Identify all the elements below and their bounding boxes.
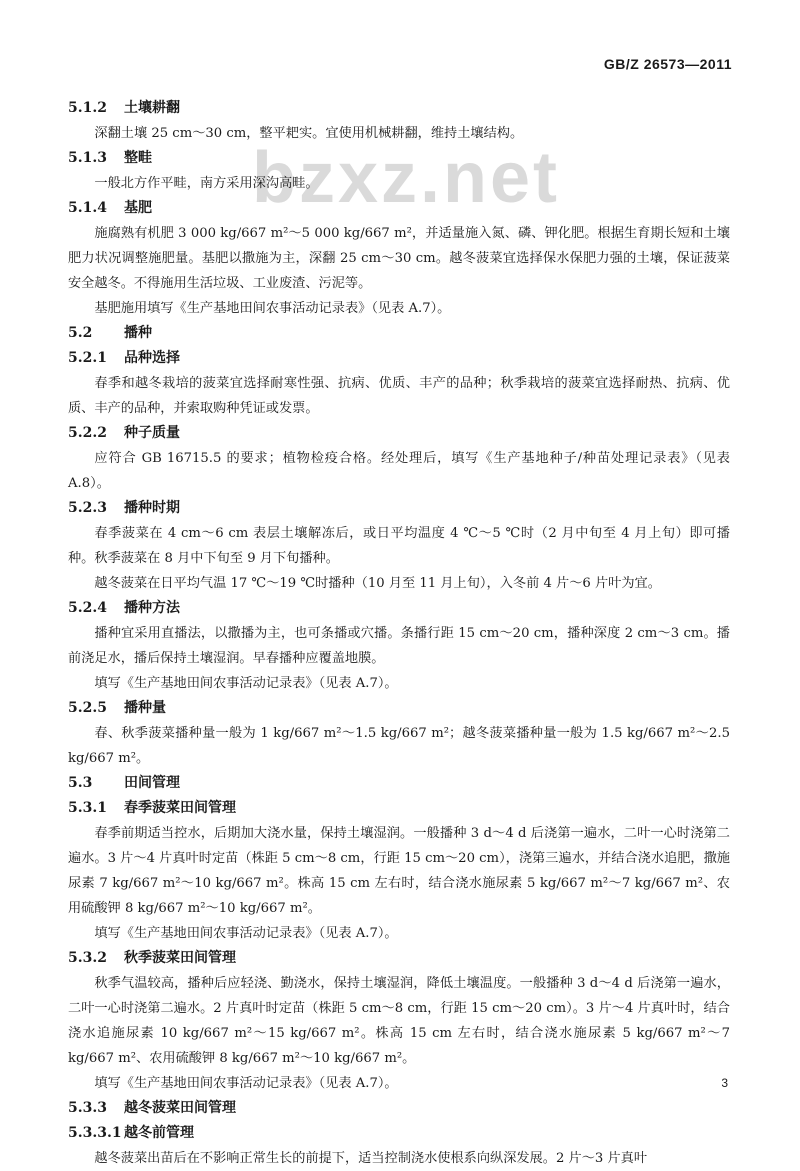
paragraph: 填写《生产基地田间农事活动记录表》（见表 A.7）。 [94,926,398,941]
paragraph: 春季前期适当控水，后期加大浇水量，保持土壤湿润。一般播种 3 d～4 d 后浇第一遍水，二叶一心时浇第二遍水。3 片～4 片真叶时定苗（株距 5 cm～8 cm，行距 15 cm～20 cm），浇第三遍水，并结合浇水追肥，撒施尿素 7 kg/667 m²～10 kg/667 m²。株高 15 cm 左右时，结合浇水施尿素 5 kg/667 m²～7 kg/667 m²、农用硫酸钾 8 kg/667 m²～10 kg/667 m²。 [68,826,730,916]
section-title: 田间管理 [124,775,180,791]
page-number: 3 [721,1076,728,1090]
paragraph: 填写《生产基地田间农事活动记录表》（见表 A.7）。 [94,676,398,691]
paragraph: 施腐熟有机肥 3 000 kg/667 m²～5 000 kg/667 m²，并适量施入氮、磷、钾化肥。根据生育期长短和土壤肥力状况调整施肥量。基肥以撒施为主，深翻 25 cm～30 cm。越冬菠菜宜选择保水保肥力强的土壤，保证菠菜安全越冬。不得施用生活垃圾、工业废渣、污泥等。 [68,226,730,291]
section-heading [68,346,730,371]
section-heading [68,146,730,171]
section-number: 5.1.2 [68,100,107,116]
paragraph: 深翻土壤 25 cm～30 cm，整平耙实。宜使用机械耕翻，维持土壤结构。 [94,126,524,141]
section-title: 秋季菠菜田间管理 [124,950,236,966]
section-title: 基肥 [124,200,152,216]
section-number: 5.1.4 [68,200,107,216]
section-title: 种子质量 [124,425,180,441]
watermark: bzxz.net [252,138,561,218]
section-title: 越冬菠菜田间管理 [124,1100,236,1116]
section-heading [68,771,730,796]
section-number: 5.3.1 [68,800,107,816]
section-number: 5.2.3 [68,500,107,516]
section-heading [68,696,730,721]
section-heading [68,796,730,821]
paragraph: 播种宜采用直播法，以撒播为主，也可条播或穴播。条播行距 15 cm～20 cm，播种深度 2 cm～3 cm。播前浇足水，播后保持土壤湿润。早春播种应覆盖地膜。 [68,626,730,666]
section-heading [68,946,730,971]
paragraph: 春季和越冬栽培的菠菜宜选择耐寒性强、抗病、优质、丰产的品种；秋季栽培的菠菜宜选择耐热、抗病、优质、丰产的品种，并索取购种凭证或发票。 [68,376,730,416]
paragraph: 越冬菠菜在日平均气温 17 ℃～19 ℃时播种（10 月至 11 月上旬），入冬前 4 片～6 片叶为宜。 [94,576,661,591]
section-title: 播种量 [124,700,166,716]
section-heading [68,496,730,521]
paragraph: 基肥施用填写《生产基地田间农事活动记录表》（见表 A.7）。 [94,301,451,316]
section-number: 5.2 [68,325,93,341]
paragraph: 秋季气温较高，播种后应轻浇、勤浇水，保持土壤湿润，降低土壤温度。一般播种 3 d～4 d 后浇第一遍水，二叶一心时浇第二遍水。2 片真叶时定苗（株距 5 cm～8 cm，行距 15 cm～20 cm）。3 片～4 片真叶时，结合浇水追施尿素 10 kg/667 m²～15 kg/667 m²。株高 15 cm 左右时，结合浇水施尿素 5 kg/667 m²～7 kg/667 m²、农用硫酸钾 8 kg/667 m²～10 kg/667 m²。 [68,976,730,1066]
section-number: 5.2.5 [68,700,107,716]
section-heading [68,1096,730,1121]
section-number: 5.3.3.1 [68,1125,122,1141]
paragraph: 春季菠菜在 4 cm～6 cm 表层土壤解冻后，或日平均温度 4 ℃～5 ℃时（2 月中旬至 4 月上旬）即可播种。秋季菠菜在 8 月中下旬至 9 月下旬播种。 [68,526,730,566]
section-title: 播种 [124,325,152,341]
document-body [68,96,730,1171]
section-title: 播种方法 [124,600,180,616]
section-title: 土壤耕翻 [124,100,180,116]
section-number: 5.3 [68,775,93,791]
paragraph: 春、秋季菠菜播种量一般为 1 kg/667 m²～1.5 kg/667 m²；越冬菠菜播种量一般为 1.5 kg/667 m²～2.5 kg/667 m²。 [68,726,730,766]
section-heading [68,421,730,446]
section-title: 品种选择 [124,350,180,366]
paragraph: 填写《生产基地田间农事活动记录表》（见表 A.7）。 [94,1076,398,1091]
section-title: 整畦 [124,150,152,166]
section-number: 5.3.2 [68,950,107,966]
section-heading [68,1121,730,1146]
section-number: 5.2.2 [68,425,107,441]
section-heading [68,196,730,221]
paragraph: 越冬菠菜出苗后在不影响正常生长的前提下，适当控制浇水使根系向纵深发展。2 片～3 片真叶 [94,1151,648,1166]
section-title: 春季菠菜田间管理 [124,800,236,816]
section-heading [68,321,730,346]
section-number: 5.1.3 [68,150,107,166]
paragraph: 应符合 GB 16715.5 的要求；植物检疫合格。经处理后，填写《生产基地种子/种苗处理记录表》（见表 A.8）。 [68,451,730,491]
section-number: 5.2.4 [68,600,107,616]
section-heading [68,96,730,121]
section-number: 5.2.1 [68,350,107,366]
standard-number: GB/Z 26573—2011 [603,56,732,72]
section-title: 越冬前管理 [124,1125,194,1141]
paragraph: 一般北方作平畦，南方采用深沟高畦。 [94,176,319,191]
section-heading [68,596,730,621]
section-title: 播种时期 [124,500,180,516]
section-number: 5.3.3 [68,1100,107,1116]
